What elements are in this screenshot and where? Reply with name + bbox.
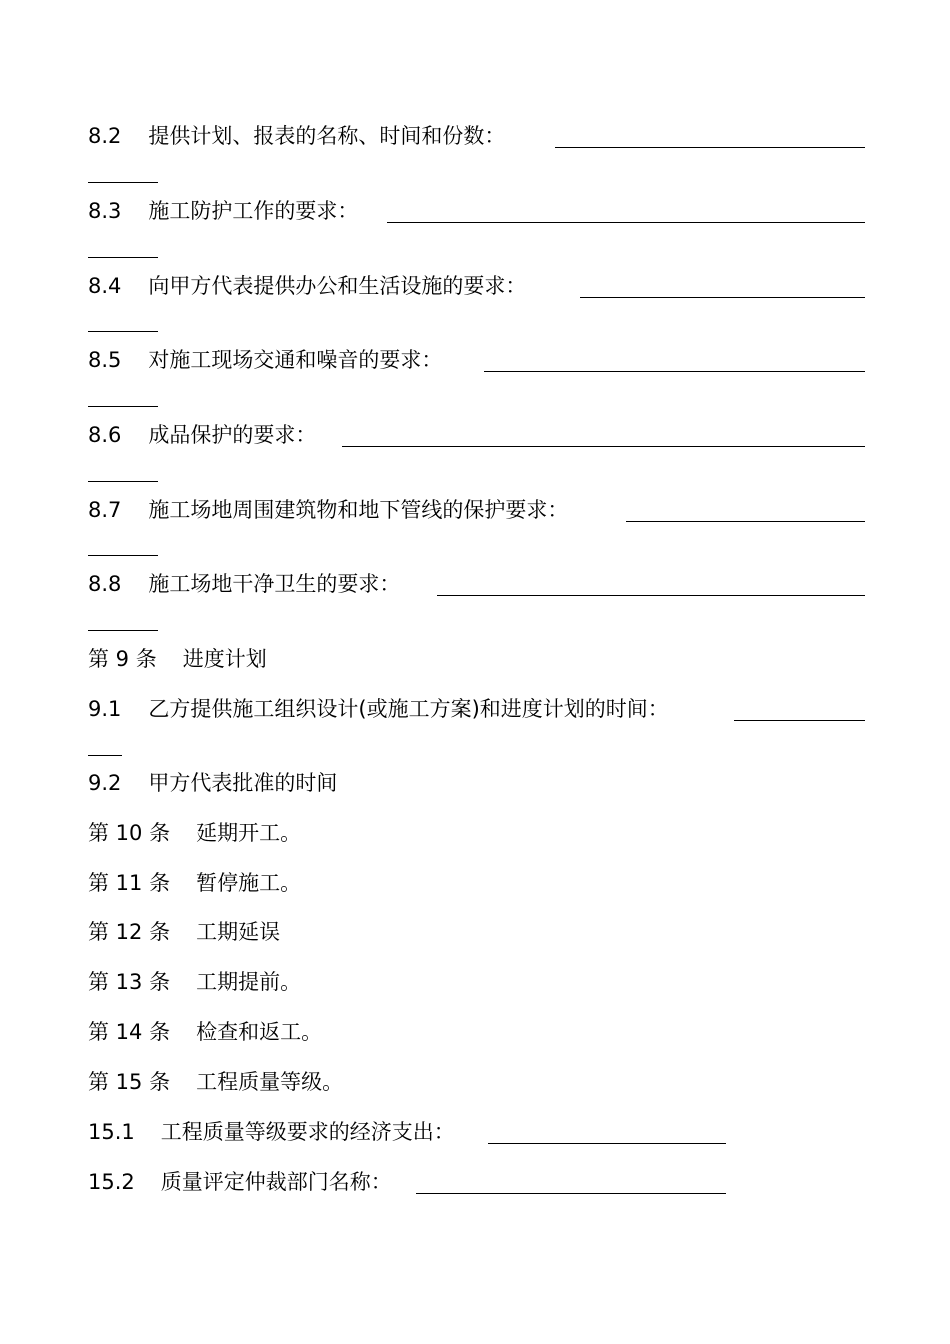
clause-8-2 (88, 122, 505, 150)
blank-field-8-3[interactable] (387, 222, 865, 223)
clause-text: 向甲方代表提供办公和生活设施的要求： (148, 274, 527, 298)
blank-field-8-8-continued[interactable] (88, 630, 158, 631)
article-title: 工期提前。 (196, 970, 302, 994)
clause-number: 8.3 (88, 199, 122, 223)
blank-field-8-5[interactable] (484, 371, 865, 372)
article-title: 工程质量等级。 (196, 1070, 344, 1094)
article-number: 第 11 条 (88, 871, 171, 895)
article-9-heading (88, 645, 267, 673)
blank-field-8-4-continued[interactable] (88, 331, 158, 332)
clause-text: 施工场地干净卫生的要求： (148, 572, 401, 596)
article-number: 第 10 条 (88, 821, 171, 845)
blank-field-8-2-continued[interactable] (88, 182, 158, 183)
clause-text: 工程质量等级要求的经济支出： (160, 1120, 455, 1144)
blank-field-9-1[interactable] (734, 720, 865, 721)
article-title: 暂停施工。 (196, 871, 302, 895)
blank-field-8-6[interactable] (342, 446, 865, 447)
clause-text: 甲方代表批准的时间 (148, 771, 338, 795)
clause-text: 提供计划、报表的名称、时间和份数： (148, 124, 506, 148)
blank-field-9-1-continued[interactable] (88, 755, 122, 756)
clause-text: 施工场地周围建筑物和地下管线的保护要求： (148, 498, 569, 522)
article-13-heading (88, 968, 301, 996)
article-number: 第 13 条 (88, 970, 171, 994)
blank-field-8-5-continued[interactable] (88, 406, 158, 407)
clause-number: 8.2 (88, 124, 122, 148)
blank-field-15-1[interactable] (488, 1143, 726, 1144)
clause-number: 8.5 (88, 348, 122, 372)
blank-field-8-3-continued[interactable] (88, 257, 158, 258)
clause-8-3 (88, 197, 358, 225)
clause-15-1 (88, 1118, 455, 1146)
clause-number: 8.8 (88, 572, 122, 596)
article-title: 进度计划 (182, 647, 267, 671)
clause-number: 9.2 (88, 771, 122, 795)
clause-text: 成品保护的要求： (148, 423, 317, 447)
article-number: 第 9 条 (88, 647, 157, 671)
article-title: 检查和返工。 (196, 1020, 323, 1044)
clause-8-5 (88, 346, 442, 374)
article-number: 第 12 条 (88, 920, 171, 944)
blank-field-8-7-continued[interactable] (88, 555, 158, 556)
blank-field-8-2[interactable] (555, 147, 865, 148)
clause-text: 对施工现场交通和噪音的要求： (148, 348, 443, 372)
clause-number: 15.2 (88, 1170, 135, 1194)
article-11-heading (88, 869, 301, 897)
clause-number: 8.6 (88, 423, 122, 447)
clause-8-7 (88, 496, 568, 524)
blank-field-8-7[interactable] (626, 521, 865, 522)
clause-8-6 (88, 421, 316, 449)
blank-field-15-2[interactable] (416, 1193, 726, 1194)
clause-text: 质量评定仲裁部门名称： (160, 1170, 392, 1194)
blank-field-8-8[interactable] (437, 595, 865, 596)
clause-number: 9.1 (88, 697, 122, 721)
article-12-heading (88, 918, 280, 946)
clause-8-8 (88, 570, 400, 598)
clause-number: 8.4 (88, 274, 122, 298)
article-10-heading (88, 819, 301, 847)
article-14-heading (88, 1018, 322, 1046)
blank-field-8-4[interactable] (580, 297, 865, 298)
clause-text: 施工防护工作的要求： (148, 199, 359, 223)
article-number: 第 15 条 (88, 1070, 171, 1094)
clause-number: 15.1 (88, 1120, 135, 1144)
clause-8-4 (88, 272, 526, 300)
article-title: 延期开工。 (196, 821, 302, 845)
article-title: 工期延误 (196, 920, 281, 944)
clause-number: 8.7 (88, 498, 122, 522)
blank-field-8-6-continued[interactable] (88, 481, 158, 482)
article-15-heading (88, 1068, 343, 1096)
article-number: 第 14 条 (88, 1020, 171, 1044)
clause-text: 乙方提供施工组织设计(或施工方案)和进度计划的时间： (148, 697, 669, 721)
clause-15-2 (88, 1168, 392, 1196)
clause-9-1 (88, 695, 669, 723)
clause-9-2 (88, 769, 337, 797)
